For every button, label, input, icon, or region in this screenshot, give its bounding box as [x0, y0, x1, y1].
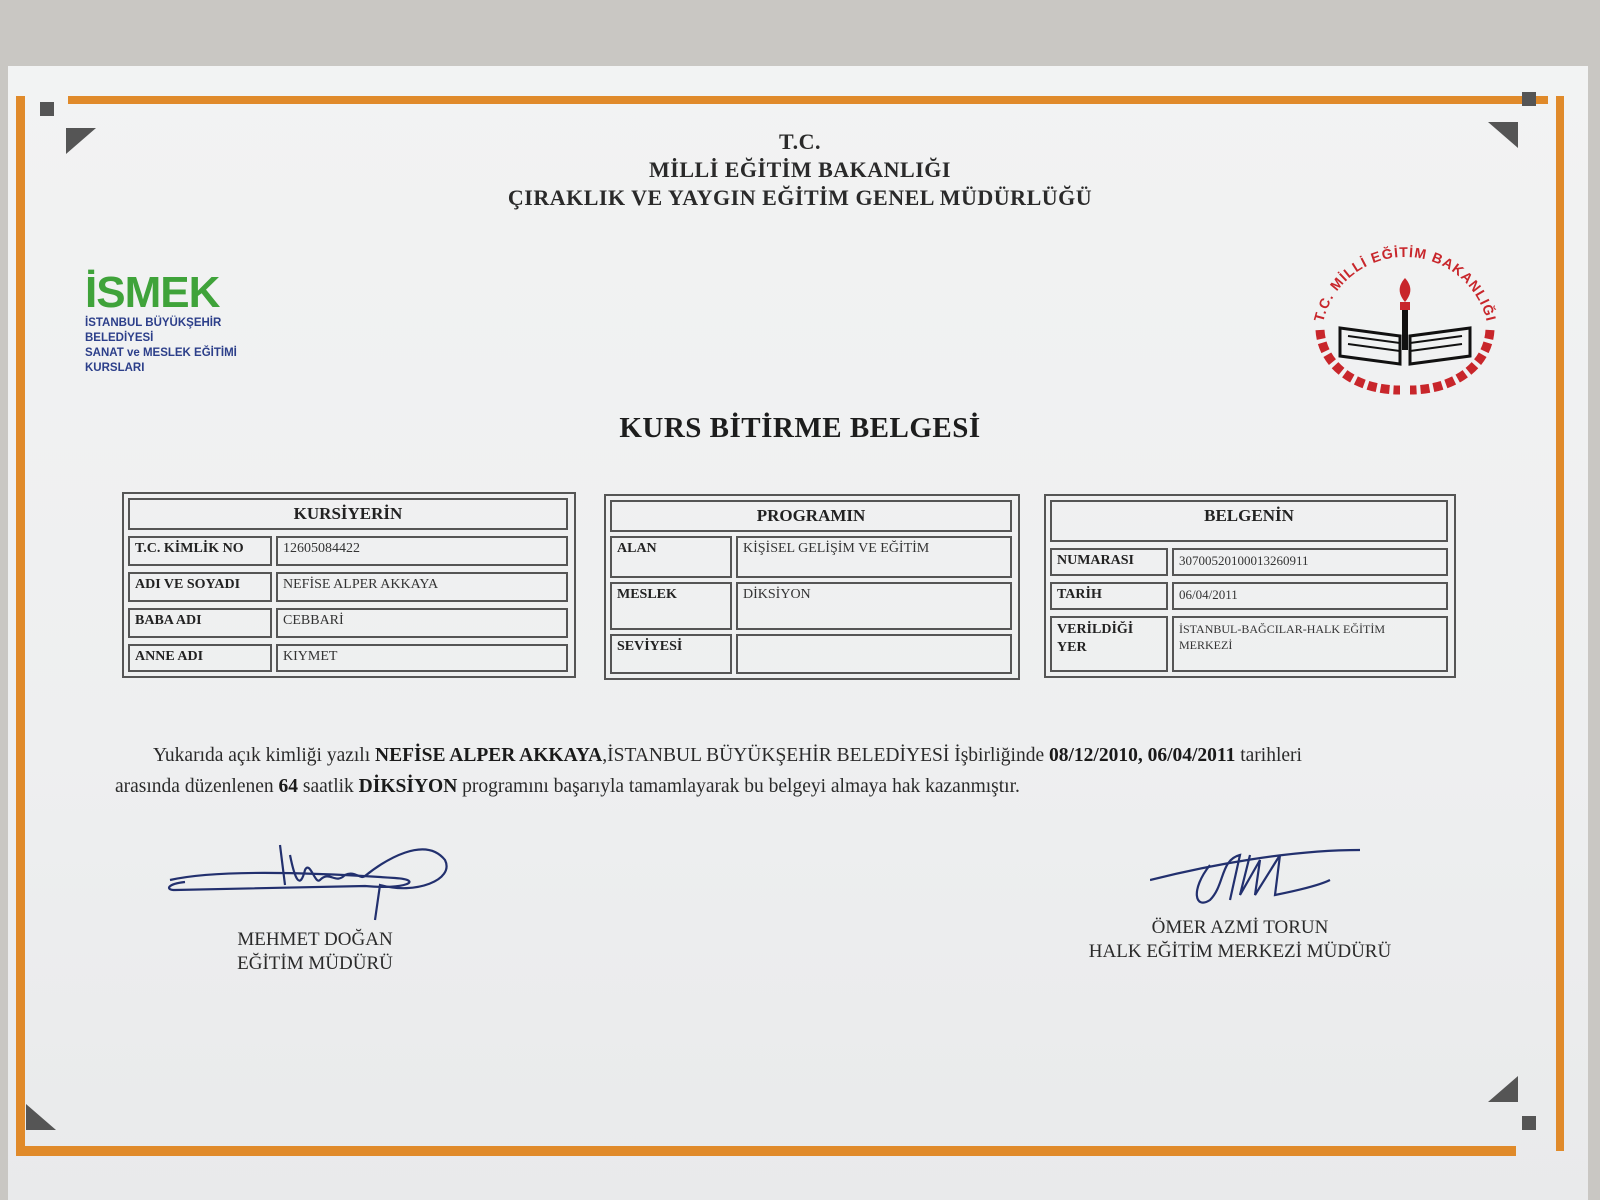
statement-text: ,İSTANBUL BÜYÜKŞEHİR BELEDİYESİ İşbirliğinde [602, 745, 1049, 766]
certificate-number-value: 30700520100013260911 [1172, 548, 1448, 576]
document-title: KURS BİTİRME BELGESİ [619, 412, 981, 444]
certificate-date-value: 06/04/2011 [1172, 582, 1448, 610]
corner-triangle [66, 128, 96, 154]
statement-text: tarihleri [1235, 745, 1302, 766]
header-line-ministry: MİLLİ EĞİTİM BAKANLIĞI [649, 157, 951, 182]
program-level-label: SEVİYESİ [610, 634, 732, 674]
program-profession-value: DİKSİYON [736, 582, 1012, 630]
statement-text: saatlik [298, 776, 359, 797]
certificate-statement [115, 740, 1535, 802]
left-signatory-title: EĞİTİM MÜDÜRÜ [237, 953, 393, 974]
program-table-caption: PROGRAMIN [610, 500, 1012, 532]
border-right [1556, 96, 1564, 1151]
statement-line-2 [115, 771, 1535, 802]
ismek-wordmark: İSMEK [85, 268, 220, 317]
statement-program: DİKSİYON [358, 776, 458, 797]
issue-place-label: VERİLDİĞİ YER [1050, 616, 1168, 672]
right-signatory-name: ÖMER AZMİ TORUN [1151, 917, 1329, 938]
trainee-info-table [122, 492, 576, 678]
trainee-id-label: T.C. KİMLİK NO [128, 536, 272, 566]
statement-text: arasında düzenlenen [115, 776, 279, 797]
certificate-number-label: NUMARASI [1050, 548, 1168, 576]
father-name-value: CEBBARİ [276, 608, 568, 638]
trainee-name-value: NEFİSE ALPER AKKAYA [276, 572, 568, 602]
ministry-seal-logo [1300, 240, 1510, 410]
father-name-label: BABA ADI [128, 608, 272, 638]
corner-triangle [1488, 1076, 1518, 1102]
corner-ornament [40, 102, 54, 116]
corner-ornament [1522, 1116, 1536, 1130]
left-signatory [195, 928, 435, 976]
statement-trainee-name: NEFİSE ALPER AKKAYA [375, 745, 603, 766]
trainee-table-caption: KURSİYERİN [128, 498, 568, 530]
ismek-logo [85, 270, 285, 376]
right-signature [1150, 840, 1370, 920]
left-signatory-name: MEHMET DOĞAN [237, 929, 393, 950]
statement-dates: 08/12/2010, 06/04/2011 [1048, 745, 1236, 766]
certificate-info-table [1044, 494, 1456, 678]
corner-ornament [1522, 92, 1536, 106]
statement-line-1 [115, 740, 1535, 771]
statement-hours: 64 [278, 776, 299, 797]
ismek-subtitle-2: SANAT ve MESLEK EĞİTİMİ KURSLARI [85, 347, 237, 374]
border-bottom [16, 1146, 1516, 1156]
trainee-name-label: ADI VE SOYADI [128, 572, 272, 602]
corner-triangle [1488, 122, 1518, 148]
program-field-value: KİŞİSEL GELİŞİM VE EĞİTİM [736, 536, 1012, 578]
program-field-label: ALAN [610, 536, 732, 578]
mother-name-label: ANNE ADI [128, 644, 272, 672]
right-signatory [1080, 916, 1400, 964]
header-line-directorate: ÇIRAKLIK VE YAYGIN EĞİTİM GENEL MÜDÜRLÜĞÜ [507, 185, 1093, 210]
header-line-tc: T.C. [779, 129, 821, 154]
left-signature [165, 840, 455, 930]
seal-text: T.C. MİLLİ EĞİTİM BAKANLIĞI [1310, 243, 1500, 324]
right-signatory-title: HALK EĞİTİM MERKEZİ MÜDÜRÜ [1088, 941, 1392, 962]
program-info-table [604, 494, 1020, 680]
issue-place-value: İSTANBUL-BAĞCILAR-HALK EĞİTİM MERKEZİ [1172, 616, 1448, 672]
certificate-table-caption: BELGENİN [1050, 500, 1448, 542]
trainee-id-value: 12605084422 [276, 536, 568, 566]
statement-text: Yukarıda açık kimliği yazılı [153, 745, 376, 766]
ismek-subtitle-1: İSTANBUL BÜYÜKŞEHİR BELEDİYESİ [85, 317, 222, 344]
program-level-value [736, 634, 1012, 674]
border-top [68, 96, 1548, 104]
issuer-header [400, 128, 1200, 212]
certificate-date-label: TARİH [1050, 582, 1168, 610]
statement-text: programını başarıyla tamamlayarak bu belgeyi almaya hak kazanmıştır. [457, 776, 1020, 797]
mother-name-value: KIYMET [276, 644, 568, 672]
border-left [16, 96, 25, 1151]
program-profession-label: MESLEK [610, 582, 732, 630]
corner-triangle [26, 1104, 56, 1130]
